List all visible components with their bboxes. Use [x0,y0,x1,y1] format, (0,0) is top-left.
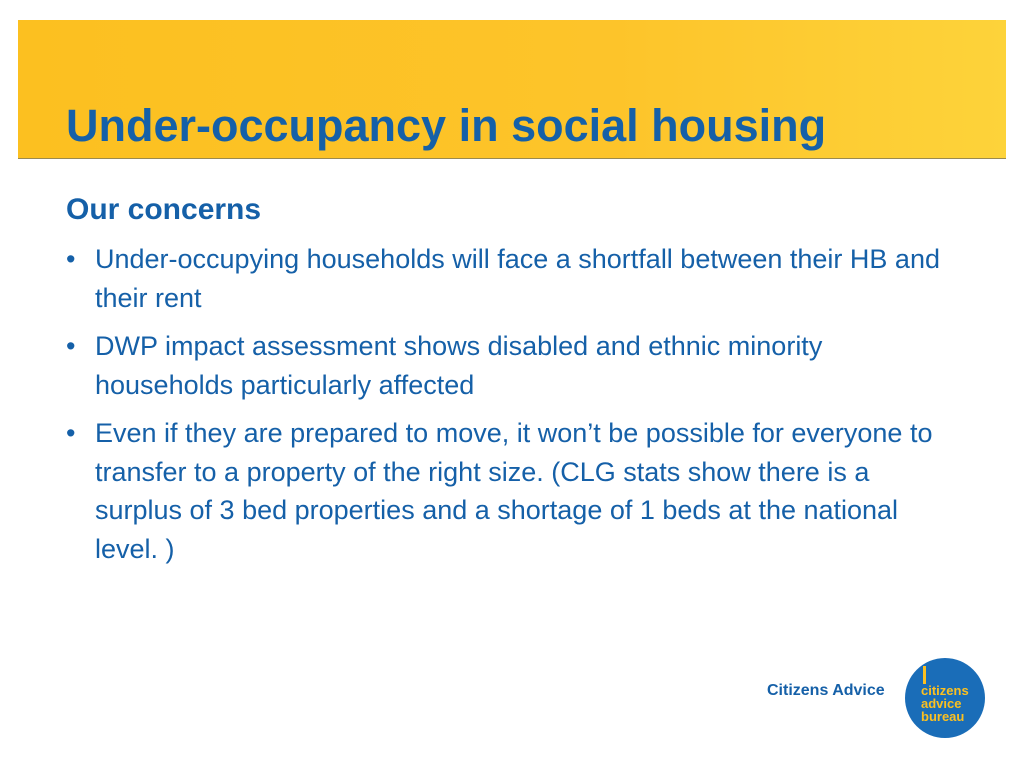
logo-text-line: citizens [921,683,969,698]
bullet-text: Under-occupying households will face a shortfall between their HB and their rent [95,244,940,313]
subheading: Our concerns [66,193,262,226]
bullet-marker: • [66,244,76,274]
slide-body [66,190,946,578]
footer-organisation-name: Citizens Advice [767,682,885,699]
bullet-item [66,327,946,404]
logo-bar [923,666,926,684]
bullet-marker: • [66,418,76,448]
slide-title: Under-occupancy in social housing [66,100,827,151]
bullet-marker: • [66,331,76,361]
bullet-item [66,240,946,317]
bullet-list [66,240,946,568]
logo-text-line: advice [921,696,962,711]
bullet-text: DWP impact assessment shows disabled and ethnic minority households particularly affected [95,331,823,400]
logo-text-line: bureau [921,709,965,724]
bullet-text: Even if they are prepared to move, it won’t be possible for everyone to transfer to a property of the right size. (CLG stats show there is a surplus of 3 bed properties and a shortage of 1 beds at the national level. ) [95,418,933,564]
citizens-advice-bureau-logo [904,657,986,739]
bullet-item [66,414,946,568]
